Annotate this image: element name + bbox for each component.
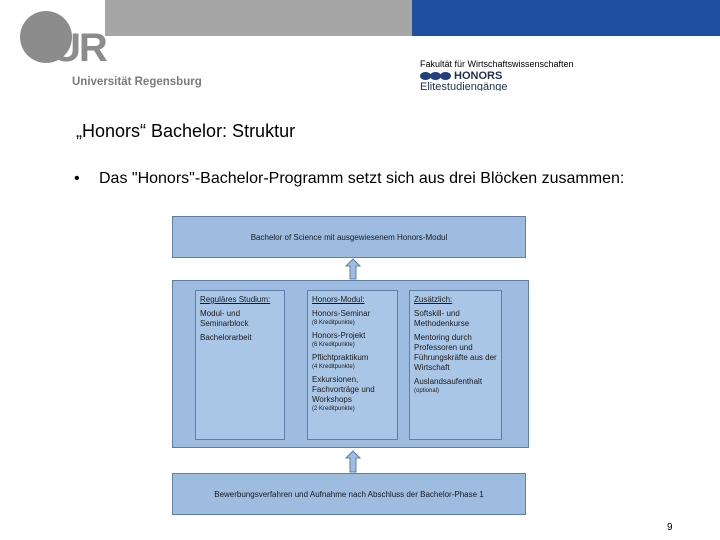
column-honors-module — [307, 290, 398, 440]
column-item: Pflichtpraktikum (4 Kreditpunkte) — [312, 353, 369, 370]
column-additional — [409, 290, 502, 440]
diagram-top-box — [172, 216, 526, 258]
university-name: Universität Regensburg — [72, 76, 202, 88]
column-heading: Reguläres Studium: — [200, 295, 271, 304]
column-item: Mentoring durch Professoren und Führungskräfte aus der Wirtschaft — [414, 333, 497, 372]
slide-title: „Honors“ Bachelor: Struktur — [76, 121, 296, 141]
column-item: Exkursionen, Fachvorträge und Workshops (2 Kreditpunkte) — [312, 375, 375, 412]
column-item: Bachelorarbeit — [200, 333, 252, 342]
column-regular-study — [195, 290, 285, 440]
column-item: Softskill- und Methodenkurse — [414, 309, 470, 328]
honors-label: HONORS — [454, 70, 503, 82]
bottom-box-label: Bewerbungsverfahren und Aufnahme nach Abschluss der Bachelor-Phase 1 — [214, 489, 484, 499]
arrow-up-icon — [345, 258, 361, 280]
column-heading: Honors-Modul: — [312, 295, 365, 304]
arrow-up-icon — [345, 450, 361, 473]
column-item: Auslandsaufenthalt (optional) — [414, 377, 483, 394]
column-item: Honors-Projekt (6 Kreditpunkte) — [312, 331, 366, 348]
logo-letters: UR — [52, 26, 106, 70]
page-number: 9 — [667, 522, 673, 533]
top-box-label: Bachelor of Science mit ausgewiesenem Honors-Modul — [250, 232, 448, 242]
elite-label: Elitestudiengänge — [420, 81, 508, 91]
diagram-bottom-box — [172, 473, 526, 515]
university-logo — [18, 8, 208, 93]
column-item: Honors-Seminar (8 Kreditpunkte) — [312, 309, 371, 326]
diagram-middle-box — [172, 280, 529, 448]
column-item: Modul- und Seminarblock — [200, 309, 249, 328]
column-heading: Zusätzlich: — [414, 295, 453, 304]
bullet-item — [74, 164, 634, 193]
bullet-icon: • — [74, 170, 80, 187]
bullet-text: Das "Honors"-Bachelor-Programm setzt sich aus drei Blöcken zusammen: — [99, 170, 625, 187]
header-blue-bar — [412, 0, 720, 36]
honors-dots-icon — [420, 72, 450, 80]
faculty-name: Fakultät für Wirtschaftswissenschaften — [420, 59, 574, 69]
